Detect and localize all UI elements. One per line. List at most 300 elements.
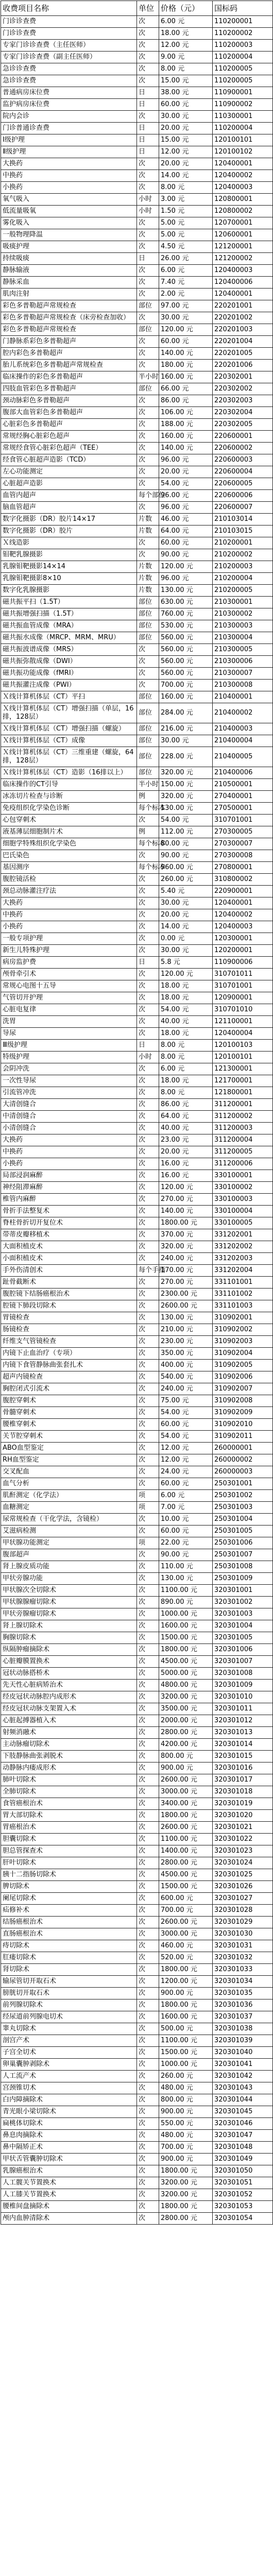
item-name-cell: 腔镜下肺段切除术 <box>1 1300 137 1312</box>
table-row <box>1 1348 273 1360</box>
unit-cell: 次 <box>137 1383 159 1395</box>
price-cell: 2600.00 元 <box>159 1774 213 1786</box>
item-name-cell: 磁共振功能成像（fMRI） <box>1 668 137 680</box>
table-row <box>1 1170 273 1182</box>
unit-cell: 日 <box>137 253 159 265</box>
table-row <box>1 1063 273 1075</box>
table-row <box>1 1158 273 1170</box>
code-cell: 210400005 <box>213 747 273 767</box>
price-cell: 12.00 元 <box>159 1443 213 1454</box>
item-name-cell: 门静脉系彩色多普勒超声 <box>1 336 137 348</box>
item-name-cell: 痔切除术 <box>1 1940 137 1952</box>
unit-cell: 次 <box>137 1597 159 1608</box>
unit-cell: 部位 <box>137 620 159 632</box>
item-name-cell: 经皮冠状动脉腔内成形术 <box>1 1691 137 1703</box>
code-cell: 110200003 <box>213 40 273 52</box>
table-row <box>1 1443 273 1454</box>
table-row <box>1 1229 273 1241</box>
item-name-cell: 肛瘘切除术 <box>1 1952 137 1964</box>
column-header-unit: 单位 <box>137 1 159 16</box>
table-row <box>1 478 273 490</box>
table-row <box>1 336 273 348</box>
item-name-cell: 彩色多普勒超声常规检查 <box>1 300 137 312</box>
code-cell: 121300001 <box>213 1063 273 1075</box>
unit-cell: 每个标本 <box>137 838 159 850</box>
unit-cell: 次 <box>137 182 159 194</box>
item-name-cell: 脑血管超声 <box>1 502 137 514</box>
unit-cell: 次 <box>137 1395 159 1407</box>
code-cell: 210200002 <box>213 549 273 561</box>
table-row <box>1 1644 273 1656</box>
item-name-cell: 一般专项护理 <box>1 933 137 945</box>
unit-cell: 次 <box>137 1857 159 1869</box>
unit-cell: 次 <box>137 158 159 170</box>
code-cell: 320301017 <box>213 1774 273 1786</box>
table-row <box>1 886 273 897</box>
code-cell: 320301022 <box>213 1834 273 1845</box>
item-name-cell: 颈动脉彩色多普勒超声 <box>1 395 137 407</box>
table-row <box>1 2071 273 2082</box>
item-name-cell: 人工膝关节置换术 <box>1 2189 137 2201</box>
price-cell: 26.00 元 <box>159 253 213 265</box>
code-cell: 310701011 <box>213 969 273 980</box>
table-row <box>1 2213 273 2225</box>
code-cell: 220600003 <box>213 454 273 466</box>
unit-cell: 每个标本 <box>137 803 159 815</box>
price-cell: 20.00 元 <box>159 158 213 170</box>
item-name-cell: 细胞学特殊组织化学染色 <box>1 838 137 850</box>
price-cell: 130.00 元 <box>159 585 213 597</box>
code-cell: 220600005 <box>213 478 273 490</box>
price-cell: 90.00 元 <box>159 549 213 561</box>
unit-cell: 部位 <box>137 691 159 703</box>
table-row <box>1 324 273 336</box>
price-cell: 4.50 元 <box>159 241 213 253</box>
unit-cell: 部位 <box>137 383 159 395</box>
item-name-cell: 数字化乳腺摄影 <box>1 585 137 597</box>
code-cell: 310800002 <box>213 874 273 886</box>
code-cell: 310902005 <box>213 1360 273 1371</box>
unit-cell: 次 <box>137 2201 159 2213</box>
item-name-cell: 胃镜检查 <box>1 1312 137 1324</box>
code-cell: 331202003 <box>213 1253 273 1265</box>
item-name-cell: 左心功能测定 <box>1 466 137 478</box>
item-name-cell: 小换药 <box>1 182 137 194</box>
table-row <box>1 1857 273 1869</box>
table-row <box>1 1431 273 1443</box>
unit-cell: 每个部位 <box>137 490 159 502</box>
code-cell: 320301001 <box>213 1585 273 1597</box>
item-name-cell: 中换药 <box>1 170 137 182</box>
price-cell: 60.00 元 <box>159 1526 213 1537</box>
table-row <box>1 407 273 419</box>
unit-cell: 次 <box>137 1063 159 1075</box>
price-cell: 5.40 元 <box>159 886 213 897</box>
price-cell: 4800.00 元 <box>159 1680 213 1691</box>
code-cell: 320301013 <box>213 1727 273 1739</box>
item-name-cell: 彩色多普勒超声常规检查 <box>1 324 137 336</box>
price-cell: 75.00 元 <box>159 1395 213 1407</box>
unit-cell: 次 <box>137 1028 159 1040</box>
item-name-cell: 院内会诊 <box>1 111 137 123</box>
unit-cell: 次 <box>137 980 159 992</box>
item-name-cell: 临床操作的CT引导 <box>1 779 137 791</box>
code-cell: 121200001 <box>213 241 273 253</box>
price-cell: 800.00 元 <box>159 2094 213 2106</box>
table-row <box>1 691 273 703</box>
code-cell: 320301009 <box>213 1680 273 1691</box>
price-cell: 10.00 元 <box>159 1514 213 1526</box>
price-cell: 60.00 元 <box>159 1419 213 1431</box>
unit-cell: 次 <box>137 2118 159 2130</box>
code-cell: 320301053 <box>213 2201 273 2213</box>
unit-cell: 次 <box>137 431 159 443</box>
item-name-cell: 腹腔镜活检 <box>1 874 137 886</box>
table-row <box>1 40 273 52</box>
unit-cell: 次 <box>137 1585 159 1597</box>
unit-cell: 日 <box>137 87 159 99</box>
price-cell: 16.00 元 <box>159 1170 213 1182</box>
price-cell: 5.00 元 <box>159 217 213 229</box>
unit-cell: 次 <box>137 2011 159 2023</box>
code-cell: 220900001 <box>213 886 273 897</box>
table-row <box>1 1952 273 1964</box>
price-cell: 1600.00 元 <box>159 1620 213 1632</box>
table-row <box>1 644 273 656</box>
unit-cell: 部位 <box>137 747 159 767</box>
item-name-cell: 脊柱骨折切开复位术 <box>1 1217 137 1229</box>
item-name-cell: 纤维支气管镜检查 <box>1 1336 137 1348</box>
item-name-cell: 尿常规检查（干化学法，含镜检） <box>1 1514 137 1526</box>
unit-cell: 次 <box>137 1680 159 1691</box>
price-cell: 1100.00 元 <box>159 2035 213 2047</box>
code-cell: 320301037 <box>213 2011 273 2023</box>
item-name-cell: 心脏彩色多普勒超声 <box>1 419 137 431</box>
item-name-cell: 专家门诊诊查费（副主任医师） <box>1 52 137 63</box>
table-row <box>1 1561 273 1573</box>
item-name-cell: 静脉采血 <box>1 277 137 289</box>
table-row <box>1 2094 273 2106</box>
unit-cell: 次 <box>137 229 159 241</box>
unit-cell: 次 <box>137 1988 159 1999</box>
item-name-cell: 前列腺切除术 <box>1 1999 137 2011</box>
price-cell: 1800.00 元 <box>159 1964 213 1976</box>
price-cell: 1800.00 元 <box>159 1999 213 2011</box>
price-cell: 20.00 元 <box>159 466 213 478</box>
price-cell: 112.00 元 <box>159 826 213 838</box>
code-cell: 110900006 <box>213 957 273 969</box>
table-row <box>1 1502 273 1514</box>
fee-table <box>1 1 273 2225</box>
code-cell: 310701001 <box>213 815 273 826</box>
item-name-cell: 剖宫产术 <box>1 2035 137 2047</box>
price-cell: 96.00 元 <box>159 573 213 585</box>
unit-cell: 次 <box>137 921 159 933</box>
table-row <box>1 1608 273 1620</box>
unit-cell: 次 <box>137 1443 159 1454</box>
item-name-cell: 腹部超声 <box>1 1549 137 1561</box>
price-cell: 900.00 元 <box>159 2154 213 2165</box>
item-name-cell: 专家门诊诊查费（主任医师） <box>1 40 137 52</box>
unit-cell: 小时 <box>137 1052 159 1063</box>
unit-cell: 次 <box>137 1454 159 1466</box>
unit-cell: 次 <box>137 1158 159 1170</box>
code-cell: 250301004 <box>213 1514 273 1526</box>
code-cell: 310902001 <box>213 1312 273 1324</box>
price-cell: 1800.00 元 <box>159 1217 213 1229</box>
item-name-cell: Ｘ线计算机体层（CT）造影（16排以上） <box>1 767 137 779</box>
code-cell: 250301005 <box>213 1526 273 1537</box>
item-name-cell: 门诊诊查费 <box>1 28 137 40</box>
item-name-cell: 小换药 <box>1 1158 137 1170</box>
price-cell: 30.00 元 <box>159 111 213 123</box>
unit-cell: 次 <box>137 217 159 229</box>
code-cell: 320301026 <box>213 1881 273 1893</box>
price-cell: 64.00 元 <box>159 526 213 537</box>
item-name-cell: 一次性导尿 <box>1 1075 137 1087</box>
unit-cell: 次 <box>137 1134 159 1146</box>
price-cell: 1500.00 元 <box>159 2047 213 2059</box>
table-row <box>1 1075 273 1087</box>
code-cell: 320301042 <box>213 2071 273 2082</box>
unit-cell: 次 <box>137 1478 159 1490</box>
unit-cell: 日 <box>137 146 159 158</box>
item-name-cell: 心脏电复律 <box>1 1004 137 1016</box>
table-row <box>1 1419 273 1431</box>
code-cell: 210103015 <box>213 526 273 537</box>
unit-cell: 次 <box>137 1620 159 1632</box>
table-row <box>1 217 273 229</box>
item-name-cell: 带蒂皮瓣移植术 <box>1 1229 137 1241</box>
unit-cell: 次 <box>137 1217 159 1229</box>
code-cell: 210400002 <box>213 703 273 723</box>
table-row <box>1 921 273 933</box>
code-cell: 320301051 <box>213 2177 273 2189</box>
price-cell: 460.00 元 <box>159 1940 213 1952</box>
code-cell: 320301034 <box>213 1976 273 1988</box>
table-row <box>1 1976 273 1988</box>
price-cell: 960.00 元 <box>159 862 213 874</box>
unit-cell: 次 <box>137 265 159 277</box>
table-row <box>1 1774 273 1786</box>
table-row <box>1 597 273 608</box>
item-name-cell: 中换药 <box>1 1146 137 1158</box>
item-name-cell: 大清创缝合 <box>1 1099 137 1111</box>
unit-cell: 次 <box>137 1253 159 1265</box>
price-cell: 320.00 元 <box>159 791 213 803</box>
item-name-cell: 会阴冲洗 <box>1 1063 137 1075</box>
table-row <box>1 2130 273 2142</box>
price-cell: 15.00 元 <box>159 75 213 87</box>
price-cell: 700.00 元 <box>159 680 213 691</box>
unit-cell: 次 <box>137 1822 159 1834</box>
table-row <box>1 957 273 969</box>
price-cell: 8.00 元 <box>159 1040 213 1052</box>
code-cell: 110900001 <box>213 87 273 99</box>
code-cell: 320301015 <box>213 1751 273 1762</box>
code-cell: 331202002 <box>213 1241 273 1253</box>
code-cell: 110200004 <box>213 52 273 63</box>
table-row <box>1 874 273 886</box>
price-cell: 520.00 元 <box>159 1952 213 1964</box>
unit-cell: 次 <box>137 1940 159 1952</box>
code-cell: 120400001 <box>213 289 273 300</box>
unit-cell: 次 <box>137 395 159 407</box>
item-name-cell: 导尿 <box>1 1028 137 1040</box>
unit-cell: 半小时 <box>137 779 159 791</box>
unit-cell: 次 <box>137 909 159 921</box>
table-row <box>1 1656 273 1668</box>
price-cell: 900.00 元 <box>159 1988 213 1999</box>
item-name-cell: 肾上腺皮质功能 <box>1 1561 137 1573</box>
code-cell: 320301041 <box>213 2059 273 2071</box>
code-cell: 320301006 <box>213 1644 273 1656</box>
unit-cell: 次 <box>137 1881 159 1893</box>
price-cell: 400.00 元 <box>159 1360 213 1371</box>
code-cell: 120400001 <box>213 897 273 909</box>
code-cell: 220302001 <box>213 371 273 383</box>
item-name-cell: 普通病房床位费 <box>1 87 137 99</box>
item-name-cell: 洗胃 <box>1 1016 137 1028</box>
price-cell: 270.00 元 <box>159 1194 213 1206</box>
price-cell: 3.00 元 <box>159 194 213 206</box>
item-name-cell: 中清创缝合 <box>1 1111 137 1123</box>
table-row <box>1 454 273 466</box>
table-row <box>1 1371 273 1383</box>
unit-cell: 次 <box>137 537 159 549</box>
unit-cell: 部位 <box>137 735 159 747</box>
item-name-cell: 趾骨截断术 <box>1 1277 137 1289</box>
table-row <box>1 1194 273 1206</box>
item-name-cell: Ｘ线计算机体层（CT）增强扫描（单层，16排，128层） <box>1 703 137 723</box>
price-cell: 320.00 元 <box>159 767 213 779</box>
unit-cell: 次 <box>137 1407 159 1419</box>
table-row <box>1 277 273 289</box>
price-cell: 8.00 元 <box>159 1087 213 1099</box>
code-cell: 311200002 <box>213 1111 273 1123</box>
code-cell: 120800001 <box>213 194 273 206</box>
item-name-cell: 一般物理降温 <box>1 229 137 241</box>
code-cell: 110900002 <box>213 99 273 111</box>
unit-cell: 次 <box>137 1703 159 1715</box>
code-cell: 250301008 <box>213 1561 273 1573</box>
code-cell: 330100001 <box>213 1170 273 1182</box>
price-cell: 90.00 元 <box>159 1549 213 1561</box>
table-row <box>1 443 273 454</box>
table-row <box>1 229 273 241</box>
code-cell: 220302002 <box>213 383 273 395</box>
item-name-cell: 临床操作的彩色多普勒超声 <box>1 371 137 383</box>
item-name-cell: 疝修补术 <box>1 1905 137 1917</box>
code-cell: 210200005 <box>213 585 273 597</box>
item-name-cell: 小面积植皮术 <box>1 1253 137 1265</box>
unit-cell: 部位 <box>137 632 159 644</box>
table-row <box>1 2154 273 2165</box>
item-name-cell: 先天性心脏病矫治术 <box>1 1680 137 1691</box>
price-cell: 1100.00 元 <box>159 1585 213 1597</box>
code-cell: 320301031 <box>213 1940 273 1952</box>
price-cell: 230.00 元 <box>159 1336 213 1348</box>
price-cell: 1500.00 元 <box>159 1632 213 1644</box>
code-cell: 120800002 <box>213 206 273 217</box>
code-cell: 310902008 <box>213 1395 273 1407</box>
item-name-cell: 免疫组织化学染色诊断 <box>1 803 137 815</box>
price-cell: 5.8 元 <box>159 957 213 969</box>
code-cell: 120200001 <box>213 945 273 957</box>
table-row <box>1 1028 273 1040</box>
table-row <box>1 2177 273 2189</box>
price-cell: 6.00 元 <box>159 1063 213 1075</box>
item-name-cell: 胎儿系统彩色多普勒超声常规检查 <box>1 360 137 371</box>
item-name-cell: 血糖测定 <box>1 1502 137 1514</box>
price-cell: 66.00 元 <box>159 383 213 395</box>
code-cell: 320301050 <box>213 2165 273 2177</box>
item-name-cell: 胆总管探查术 <box>1 1845 137 1857</box>
unit-cell: 次 <box>137 2189 159 2201</box>
table-row <box>1 289 273 300</box>
price-cell: 8.00 元 <box>159 182 213 194</box>
unit-cell: 次 <box>137 1360 159 1371</box>
table-row <box>1 2035 273 2047</box>
table-row <box>1 1834 273 1845</box>
price-cell: 2600.00 元 <box>159 1300 213 1312</box>
unit-cell: 次 <box>137 16 159 28</box>
unit-cell: 次 <box>137 1964 159 1976</box>
table-row <box>1 608 273 620</box>
item-name-cell: 静脉输液 <box>1 265 137 277</box>
item-name-cell: 肠镜检查 <box>1 1324 137 1336</box>
code-cell: 320301003 <box>213 1608 273 1620</box>
code-cell: 250301002 <box>213 1490 273 1502</box>
price-cell: 228.00 元 <box>159 747 213 767</box>
code-cell: 270300008 <box>213 850 273 862</box>
price-cell: 96.00 元 <box>159 490 213 502</box>
code-cell: 320301024 <box>213 1857 273 1869</box>
code-cell: 220201006 <box>213 360 273 371</box>
item-name-cell: 肾切除术 <box>1 1964 137 1976</box>
code-cell: 320301033 <box>213 1964 273 1976</box>
price-cell: 5.00 元 <box>159 229 213 241</box>
unit-cell: 次 <box>137 897 159 909</box>
table-row <box>1 815 273 826</box>
price-cell: 1800.00 元 <box>159 2201 213 2213</box>
unit-cell: 次 <box>137 454 159 466</box>
table-row <box>1 2201 273 2213</box>
item-name-cell: 经尿道前列腺电切术 <box>1 2011 137 2023</box>
code-cell: 220600001 <box>213 431 273 443</box>
price-cell: 560.00 元 <box>159 632 213 644</box>
unit-cell: 次 <box>137 312 159 324</box>
code-cell: 110200002 <box>213 28 273 40</box>
code-cell: 260000001 <box>213 1443 273 1454</box>
price-cell: 15.00 元 <box>159 134 213 146</box>
table-row <box>1 1395 273 1407</box>
unit-cell: 部位 <box>137 597 159 608</box>
unit-cell: 次 <box>137 992 159 1004</box>
table-row <box>1 16 273 28</box>
price-cell: 320.00 元 <box>159 1241 213 1253</box>
item-name-cell: 磁共振增强扫描（1.5T） <box>1 608 137 620</box>
unit-cell: 小时 <box>137 194 159 206</box>
price-cell: 150.00 元 <box>159 779 213 791</box>
item-name-cell: 雾化吸入 <box>1 217 137 229</box>
item-name-cell: 纵隔肿瘤摘除术 <box>1 1644 137 1656</box>
item-name-cell: Ⅱ级护理 <box>1 146 137 158</box>
code-cell: 320301040 <box>213 2047 273 2059</box>
price-cell: 7.00 元 <box>159 1502 213 1514</box>
item-name-cell: 巴氏染色 <box>1 850 137 862</box>
unit-cell: 次 <box>137 1786 159 1798</box>
